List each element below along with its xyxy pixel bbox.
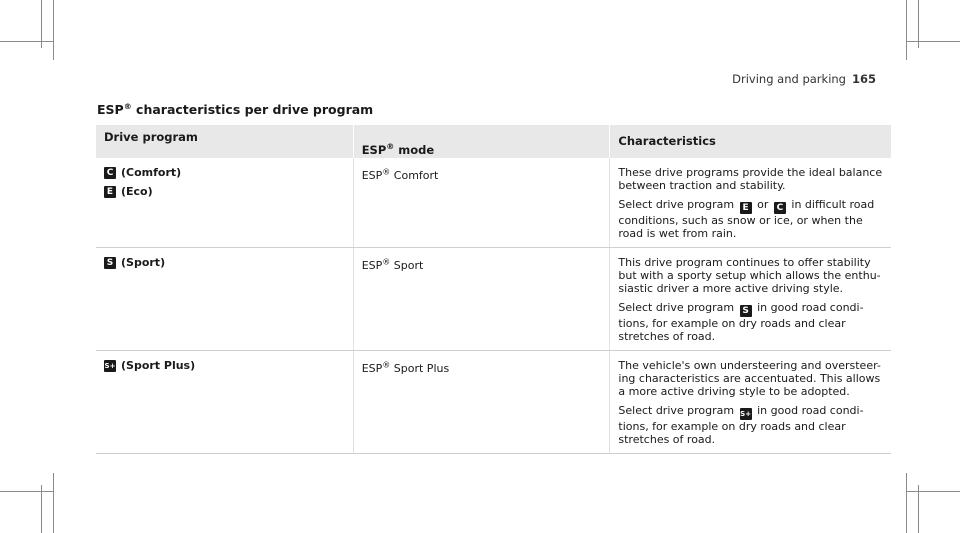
crop-mark [53,473,54,533]
esp-table [96,125,891,454]
mode-cell: ESP® Sport Plus [353,351,610,454]
characteristics-cell [610,158,891,248]
table-header-row [96,125,891,158]
crop-mark [906,41,960,42]
header-characteristics: Characteristics [610,125,891,158]
sport-plus-badge-icon: S+ [740,410,752,418]
characteristics-text: The vehicle's own understeering and oversteer-ing characteristics are accentuated. This allows a more active driving style to be adopted. [618,359,881,398]
crop-mark [906,491,960,492]
program-cell [96,351,353,454]
table-row [96,248,891,351]
running-header [732,72,876,86]
table-row [96,158,891,248]
section-name: Driving and parking [732,72,846,86]
program-cell [96,248,353,351]
characteristics-instruction: Select drive program S+ in good road condi-tions, for example on dry roads and clear stretches of road. [618,404,864,446]
section-title: ESP® characteristics per drive program [97,101,374,117]
crop-mark [53,0,54,60]
crop-mark [0,491,54,492]
comfort-badge-icon: C [104,167,116,179]
table-row [96,351,891,454]
crop-mark [918,485,919,533]
program-sport-plus: S+ (Sport Plus) [104,359,196,372]
characteristics-instruction: Select drive program S in good road condi-tions, for example on dry roads and clear stretches of road. [618,301,864,343]
characteristics-text: This drive program continues to offer stability but with a sporty setup which allows the enthu-siastic driver a more active driving style. [618,256,881,295]
program-cell [96,158,353,248]
program-sport: S (Sport) [104,256,345,269]
sport-badge-icon: S [104,257,116,269]
characteristics-instruction: Select drive program E or C in difficult road conditions, such as snow or ice, or when the road is wet from rain. [618,198,875,240]
eco-badge-icon: E [104,186,116,198]
mode-cell: ESP® Comfort [353,158,610,248]
header-drive-program: Drive program [96,125,353,158]
eco-badge-icon: E [740,202,752,214]
sport-badge-icon: S [740,305,752,317]
characteristics-cell [610,248,891,351]
characteristics-text: These drive programs provide the ideal balance between traction and stability. [618,166,883,192]
crop-mark [906,473,907,533]
page-number: 165 [851,72,876,86]
header-esp-mode: ESP® mode [353,125,610,158]
comfort-badge-icon: C [774,202,786,214]
crop-mark [41,485,42,533]
characteristics-cell [610,351,891,454]
program-eco: E (Eco) [104,185,345,198]
sport-plus-badge-icon: S+ [104,361,116,370]
crop-mark [906,0,907,60]
program-comfort: C (Comfort) [104,166,345,179]
crop-mark [0,41,54,42]
mode-cell: ESP® Sport [353,248,610,351]
